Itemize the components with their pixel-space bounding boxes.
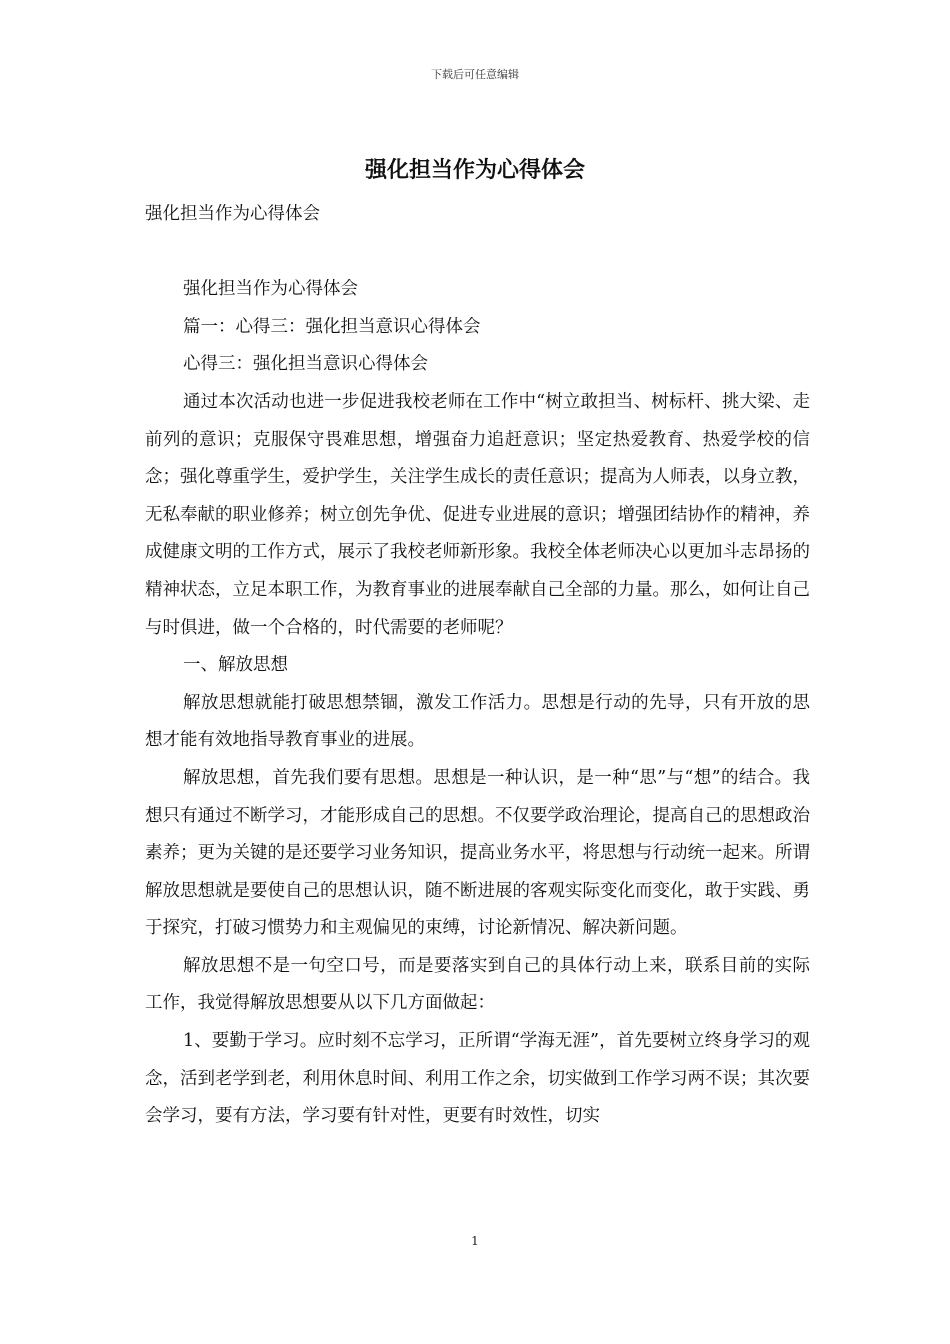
paragraph: 解放思想，首先我们要有思想。思想是一种认识，是一种“思”与“想”的结合。我想只有通过不断学习，才能形成自己的思想。不仅要学政治理论，提高自己的思想政治素养；更为关键的是还要学习业务知识，提高业务水平，将思想与行动统一起来。所谓解放思想就是要使自己的思想认识，随不断进展的客观实际变化而变化，敢于实践、勇于探究，打破习惯势力和主观偏见的束缚，讨论新情况、解决新问题。 <box>145 767 810 939</box>
page-number: 1 <box>471 1234 479 1248</box>
document-title: 强化担当作为心得体会 <box>364 157 585 183</box>
document-subtitle: 强化担当作为心得体会 <box>145 204 320 224</box>
paragraph: 心得三：强化担当意识心得体会 <box>183 354 428 375</box>
document-body <box>145 196 810 1136</box>
section-heading: 一、解放思想 <box>183 655 288 676</box>
header-note: 下载后可任意编辑 <box>431 68 519 81</box>
paragraph: 解放思想就能打破思想禁锢，激发工作活力。思想是行动的先导，只有开放的思想才能有效地指导教育事业的进展。 <box>145 692 810 751</box>
paragraph: 篇一：心得三：强化担当意识心得体会 <box>183 316 481 337</box>
paragraph: 1、要勤于学习。应时刻不忘学习，正所谓“学海无涯”，首先要树立终身学习的观念，活到老学到老，利用休息时间、利用工作之余，切实做到工作学习两不误；其次要会学习，要有方法，学习要有针对性，更要有时效性，切实 <box>145 1031 810 1127</box>
paragraph: 强化担当作为心得体会 <box>183 279 358 300</box>
paragraph: 解放思想不是一句空口号，而是要落实到自己的具体行动上来，联系目前的实际工作，我觉得解放思想要从以下几方面做起： <box>145 955 810 1014</box>
paragraph: 通过本次活动也进一步促进我校老师在工作中“树立敢担当、树标杆、挑大梁、走前列的意识；克服保守畏难思想，增强奋力追赶意识；坚定热爱教育、热爱学校的信念；强化尊重学生，爱护学生，关注学生成长的责任意识；提高为人师表，以身立教，无私奉献的职业修养；树立创先争优、促进专业进展的意识；增强团结协作的精神，养成健康文明的工作方式，展示了我校老师新形象。我校全体老师决心以更加斗志昂扬的精神状态，立足本职工作，为教育事业的进展奉献自己全部的力量。那么，如何让自己与时俱进，做一个合格的，时代需要的老师呢？ <box>145 391 810 638</box>
